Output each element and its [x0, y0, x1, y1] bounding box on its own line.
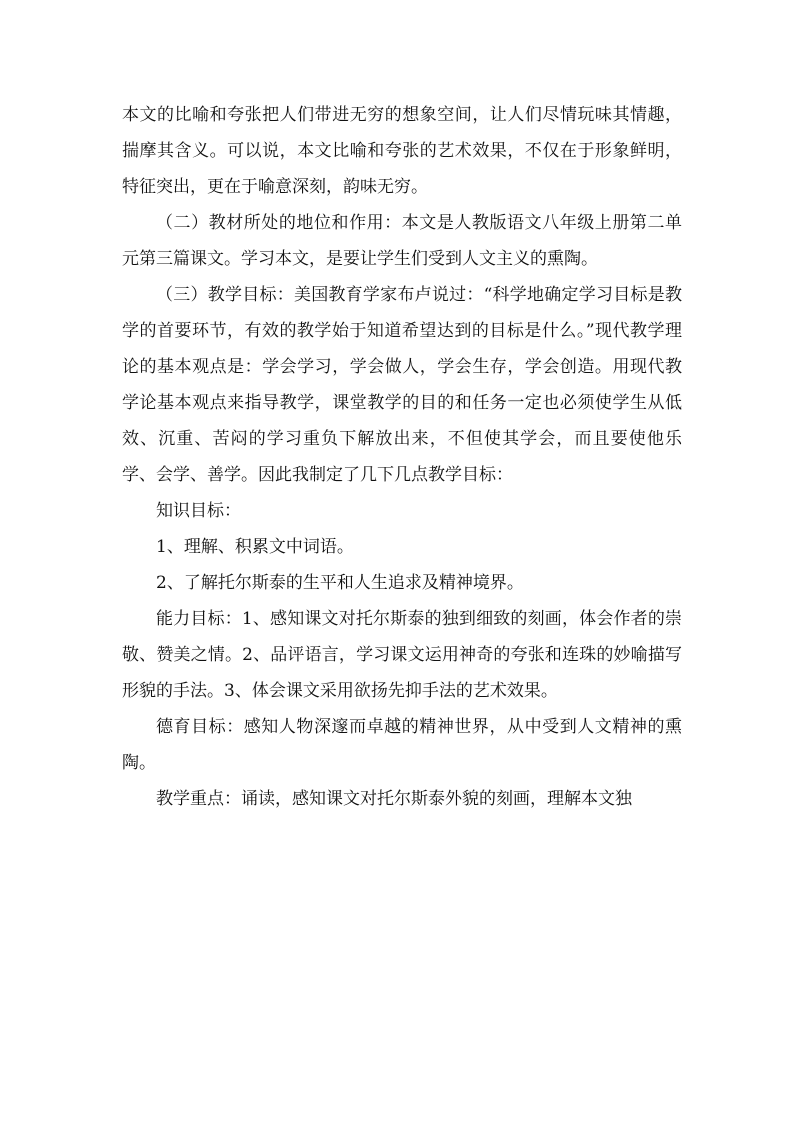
document-body — [122, 97, 682, 817]
paragraph-metaphor-effect: 本文的比喻和夸张把人们带进无穷的想象空间，让人们尽情玩味其情趣，揣摩其含义。可以说，本文比喻和夸张的艺术效果，不仅在于形象鲜明，特征突出，更在于喻意深刻，韵味无穷。 — [122, 105, 682, 197]
paragraph-knowledge-goal-1: 1、理解、积累文中词语。 — [156, 537, 354, 557]
paragraph-textbook-position: （二）教材所处的地位和作用：本文是人教版语文八年级上册第二单元第三篇课文。学习本文，是要让学生们受到人文主义的熏陶。 — [122, 213, 682, 269]
paragraph-moral-goal: 德育目标：感知人物深邃而卓越的精神世界，从中受到人文精神的熏陶。 — [122, 717, 682, 773]
paragraph-ability-goals: 能力目标：1、感知课文对托尔斯泰的独到细致的刻画，体会作者的崇敬、赞美之情。2、品评语言，学习课文运用神奇的夸张和连珠的妙喻描写形貌的手法。3、体会课文采用欲扬先抑手法的艺术效果。 — [122, 609, 682, 701]
paragraph-teaching-objectives: （三）教学目标：美国教育学家布卢说过：“科学地确定学习目标是教学的首要环节，有效的教学始于知道希望达到的目标是什么。”现代教学理论的基本观点是：学会学习，学会做人，学会生存，学会创造。用现代教学论基本观点来指导教学，课堂教学的目的和任务一定也必须使学生从低效、沉重、苦闷的学习重负下解放出来，不但使其学会，而且要使他乐学、会学、善学。因此我制定了几下几点教学目标： — [122, 285, 682, 485]
paragraph-knowledge-goal-heading: 知识目标： — [156, 501, 241, 521]
paragraph-teaching-focus: 教学重点：诵读，感知课文对托尔斯泰外貌的刻画，理解本文独 — [156, 789, 632, 809]
paragraph-knowledge-goal-2: 2、了解托尔斯泰的生平和人生追求及精神境界。 — [156, 573, 524, 593]
